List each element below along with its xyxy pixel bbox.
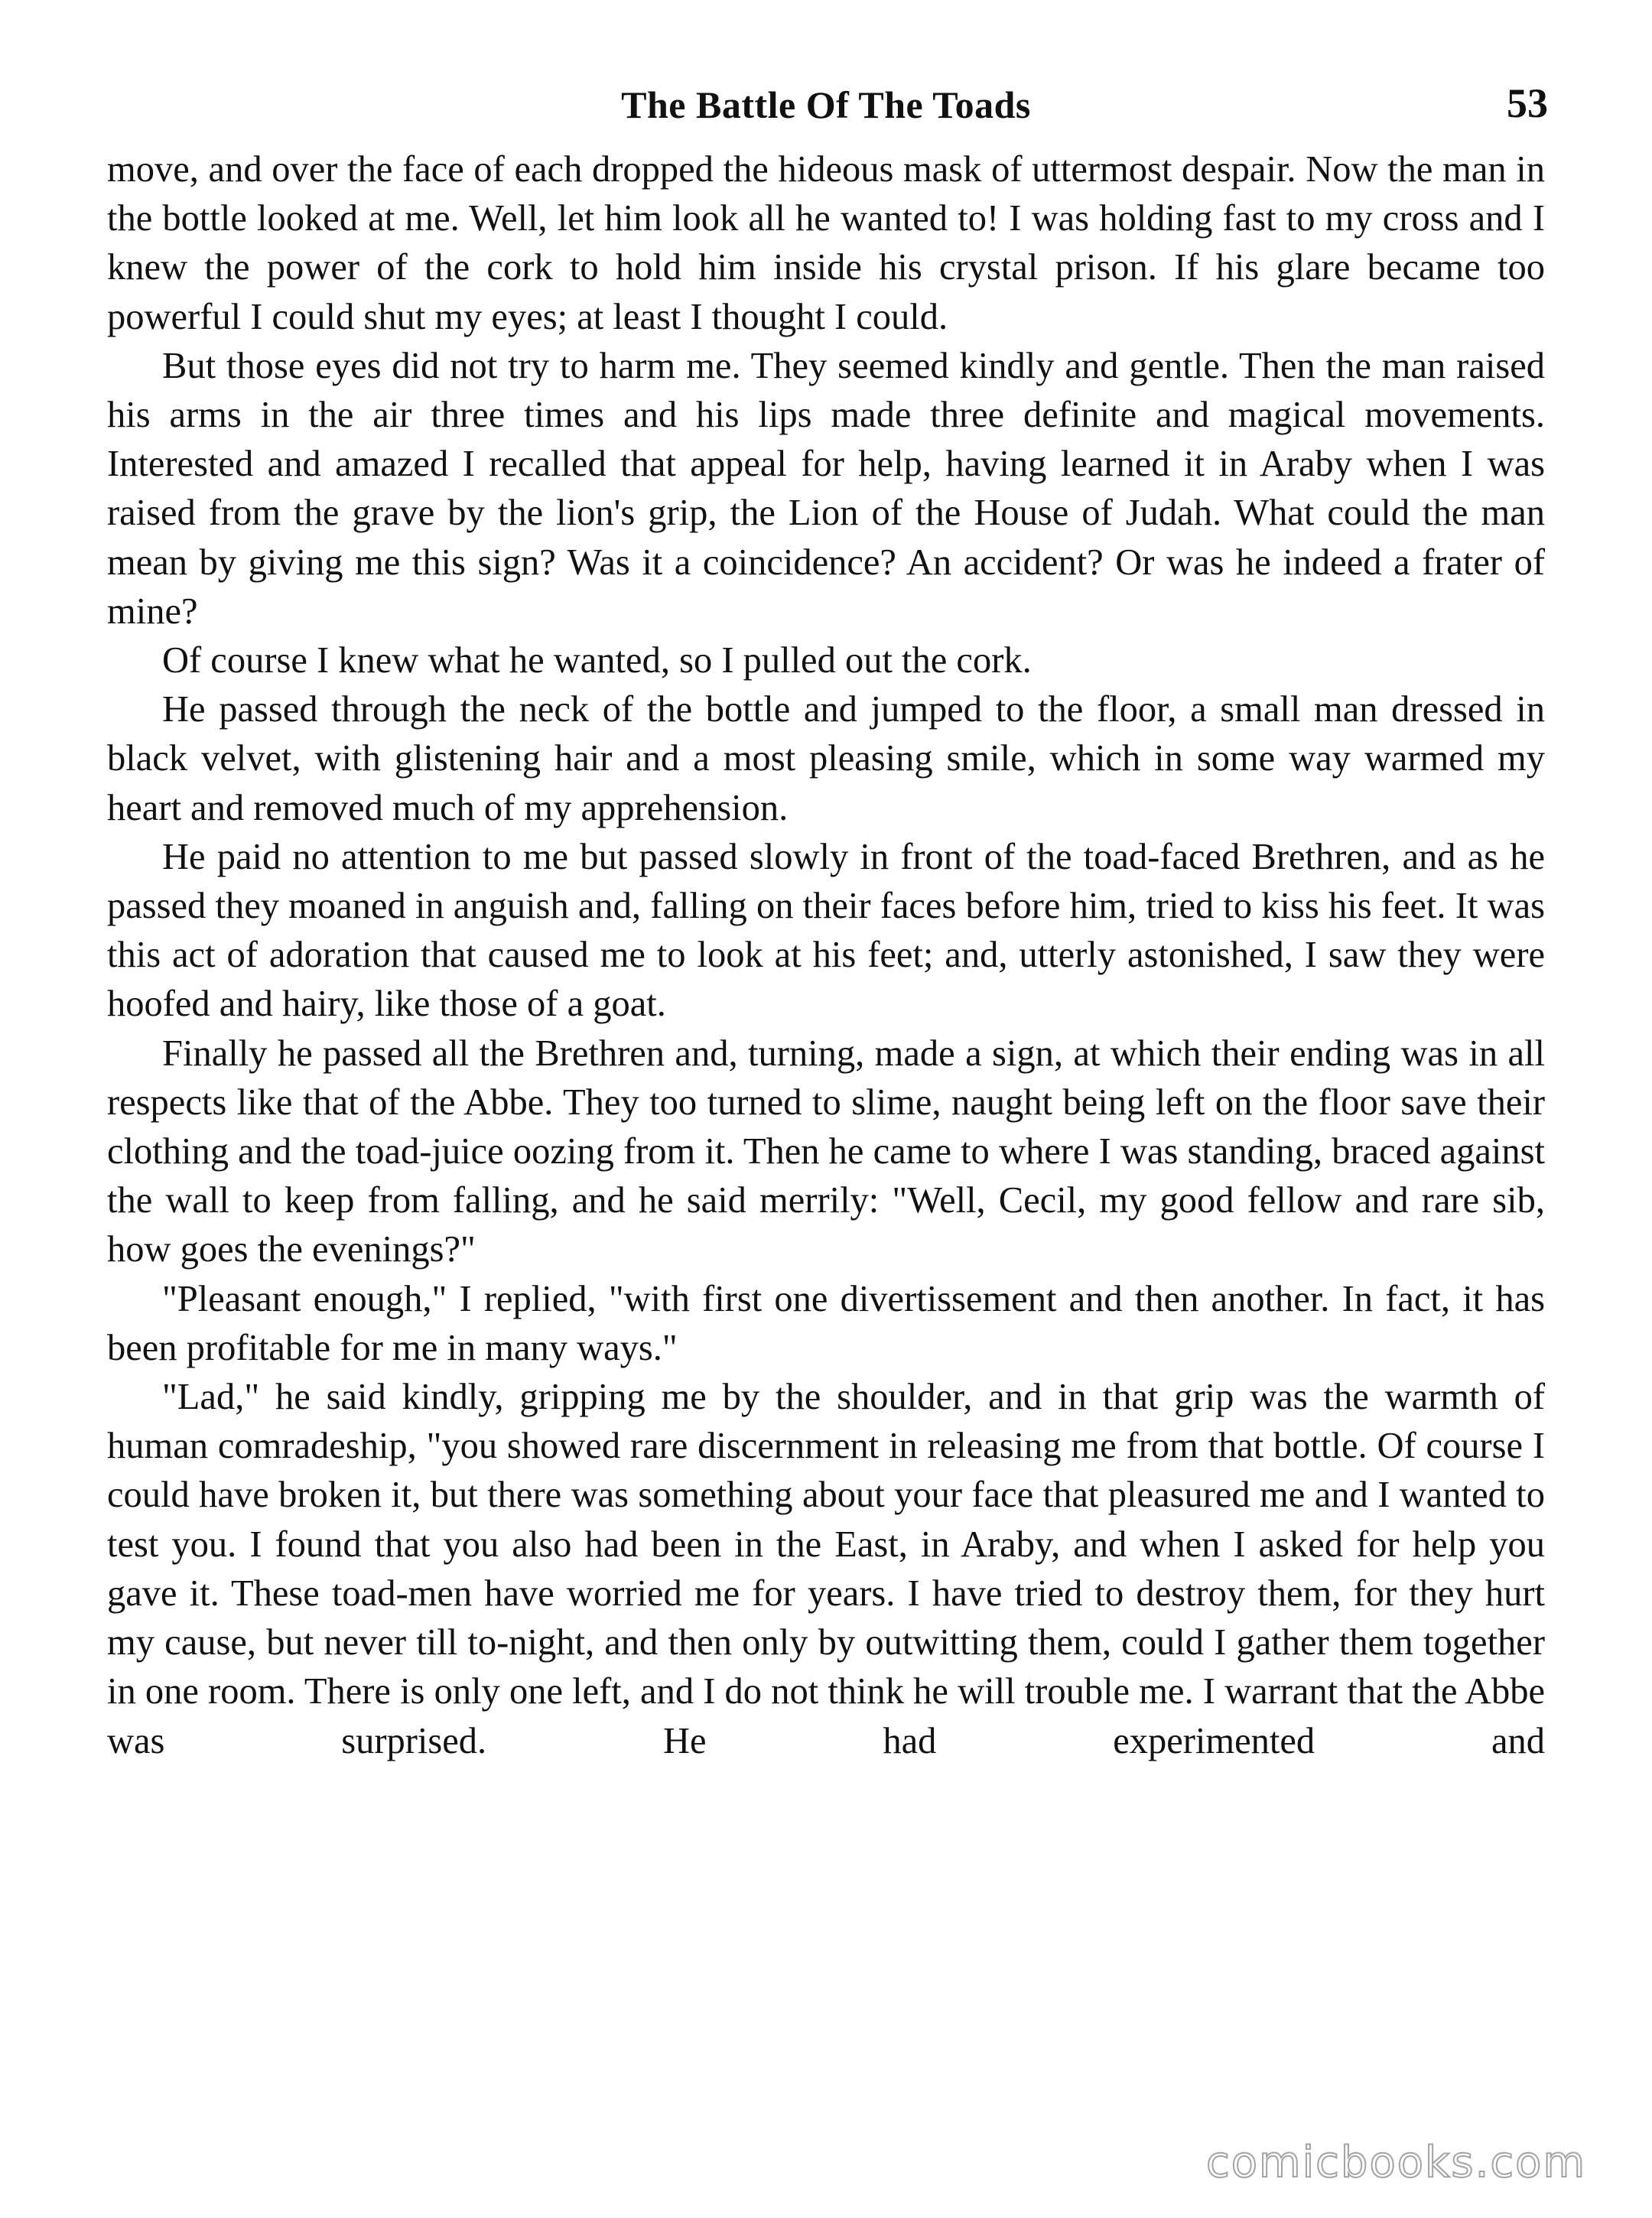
paragraph: Of course I knew what he wanted, so I pulled out the cork. (162, 640, 1032, 681)
paragraph: He passed through the neck of the bottle and jumped to the floor, a small man dressed in black velvet, with glistening hair and a most pleasing smile, which in some way warmed my heart and removed much of my apprehension. (107, 689, 1545, 828)
page-number: 53 (1507, 80, 1548, 126)
paragraph: But those eyes did not try to harm me. They seemed kindly and gentle. Then the man raised his arms in the air three times and his lips made three definite and magical movements. Interested and amazed I recalled that appeal for help, having learned it in Araby when I was raised from the grave by the lion's grip, the Lion of the House of Judah. What could the man mean by giving me this sign? Was it a coincidence? An accident? Or was he indeed a frater of mine? (107, 345, 1545, 632)
book-page (107, 76, 1548, 2187)
running-header (107, 76, 1548, 145)
chapter-title: The Battle Of The Toads (621, 83, 1031, 126)
body-text (107, 145, 1545, 1766)
paragraph: "Pleasant enough," I replied, "with first one divertissement and then another. In fact, it has been profitable for me in many ways." (107, 1278, 1545, 1368)
site-watermark: comicbooks.com (1205, 2138, 1586, 2187)
paragraph: Finally he passed all the Brethren and, turning, made a sign, at which their ending was in all respects like that of the Abbe. They too turned to slime, naught being left on the floor save their clothing and the toad-juice oozing from it. Then he came to where I was standing, braced against the wall to keep from falling, and he said merrily: "Well, Cecil, my good fellow and rare sib, how goes the evenings?" (107, 1033, 1545, 1270)
paragraph: He paid no attention to me but passed slowly in front of the toad-faced Brethren, and as he passed they moaned in anguish and, falling on their faces before him, tried to kiss his feet. It was this act of adoration that caused me to look at his feet; and, utterly astonished, I saw they were hoofed and hairy, like those of a goat. (107, 836, 1545, 1025)
paragraph: "Lad," he said kindly, gripping me by the shoulder, and in that grip was the warmth of human comradeship, "you showed rare discernment in releasing me from that bottle. Of course I could have broken it, but there was something about your face that pleasured me and I wanted to test you. I found that you also had been in the East, in Araby, and when I asked for help you gave it. These toad-men have worried me for years. I have tried to destroy them, for they hurt my cause, but never till to-night, and then only by outwitting them, could I gather them together in one room. There is only one left, and I do not think he will trouble me. I warrant that the Abbe was surprised. He had experimented and (107, 1377, 1545, 1761)
paragraph: move, and over the face of each dropped the hideous mask of uttermost despair. Now the man in the bottle looked at me. Well, let him look all he wanted to! I was holding fast to my cross and I knew the power of the cork to hold him inside his crystal prison. If his glare became too powerful I could shut my eyes; at least I thought I could. (107, 149, 1545, 337)
